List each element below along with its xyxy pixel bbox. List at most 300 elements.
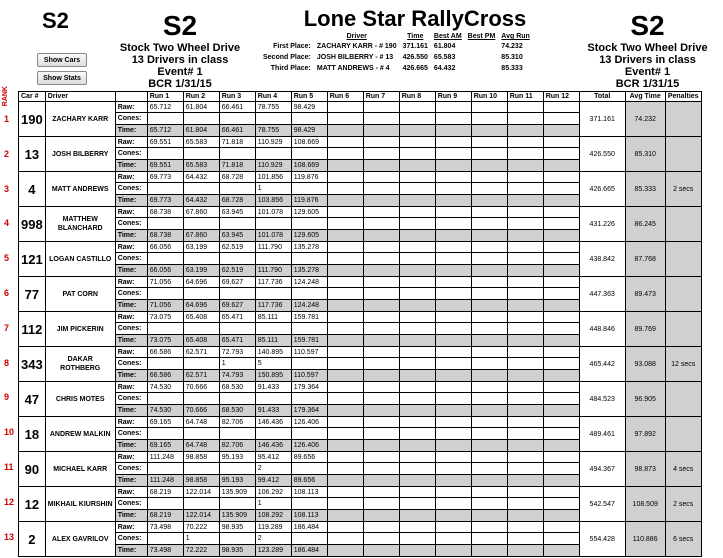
run-cell: [507, 533, 543, 545]
run-cell: [471, 475, 507, 487]
run-cell: [435, 288, 471, 300]
run-cell: [363, 137, 399, 148]
row-label: Cones:: [115, 358, 147, 370]
place-label: First Place:: [273, 43, 311, 50]
car-number: 343: [19, 347, 46, 382]
run-cell: [291, 148, 327, 160]
places-summary: [260, 32, 533, 74]
run-cell: [327, 487, 363, 498]
run-cell: [327, 277, 363, 288]
run-cell: 72.793: [219, 347, 255, 358]
class-big-title-right: S2: [630, 10, 665, 41]
run-cell: [219, 288, 255, 300]
run-cell: [435, 382, 471, 393]
run-cell: [363, 405, 399, 417]
run-cell: [435, 533, 471, 545]
total-time: 371.161: [579, 102, 625, 137]
run-cell: 68.738: [147, 207, 183, 218]
run-cell: [363, 510, 399, 522]
run-cell: 68.219: [147, 487, 183, 498]
run-cell: [471, 347, 507, 358]
run-cell: [183, 498, 219, 510]
column-header: Run 10: [471, 92, 507, 102]
run-cell: [327, 440, 363, 452]
penalties: [665, 207, 701, 242]
run-cell: [399, 335, 435, 347]
run-cell: [543, 265, 579, 277]
run-cell: 65.408: [183, 312, 219, 323]
place-row: [260, 41, 533, 52]
table-row: [19, 452, 702, 463]
run-cell: 110.929: [255, 137, 291, 148]
row-label: Cones:: [115, 463, 147, 475]
row-label: Cones:: [115, 323, 147, 335]
car-number: 190: [19, 102, 46, 137]
run-cell: [327, 125, 363, 137]
run-cell: [435, 393, 471, 405]
run-cell: [471, 417, 507, 428]
row-label: Raw:: [115, 452, 147, 463]
run-cell: [507, 148, 543, 160]
run-cell: [435, 335, 471, 347]
run-cell: [435, 312, 471, 323]
run-cell: [399, 183, 435, 195]
run-cell: [543, 277, 579, 288]
run-cell: [507, 230, 543, 242]
penalties: [665, 242, 701, 277]
run-cell: [219, 218, 255, 230]
row-label: Time:: [115, 265, 147, 277]
run-cell: [147, 533, 183, 545]
run-cell: 74.530: [147, 405, 183, 417]
run-cell: [363, 148, 399, 160]
run-cell: [435, 218, 471, 230]
run-cell: 2: [255, 533, 291, 545]
place-best-am: 64.432: [433, 65, 456, 72]
run-cell: [543, 253, 579, 265]
run-cell: 146.436: [255, 440, 291, 452]
rank-number: 3: [4, 183, 10, 194]
run-cell: 70.222: [183, 522, 219, 533]
run-cell: [507, 335, 543, 347]
run-cell: [543, 335, 579, 347]
run-cell: 126.406: [291, 417, 327, 428]
run-cell: [435, 440, 471, 452]
run-cell: [543, 113, 579, 125]
run-cell: 65.712: [147, 102, 183, 113]
run-cell: [255, 428, 291, 440]
run-cell: [399, 160, 435, 172]
run-cell: [435, 370, 471, 382]
column-header: Run 1: [147, 92, 183, 102]
place-label: Second Place:: [263, 54, 311, 61]
run-cell: [507, 265, 543, 277]
run-cell: [399, 452, 435, 463]
run-cell: 129.605: [291, 230, 327, 242]
run-cell: [471, 195, 507, 207]
run-cell: [471, 125, 507, 137]
run-cell: [147, 358, 183, 370]
run-cell: [255, 148, 291, 160]
run-cell: [399, 323, 435, 335]
run-cell: [507, 323, 543, 335]
run-cell: 69.165: [147, 417, 183, 428]
row-label: Time:: [115, 370, 147, 382]
run-cell: 98.858: [183, 475, 219, 487]
run-cell: [399, 440, 435, 452]
run-cell: 71.818: [219, 137, 255, 148]
run-cell: 111.248: [147, 475, 183, 487]
run-cell: 71.056: [147, 300, 183, 312]
run-cell: 74.530: [147, 382, 183, 393]
avg-time: 86.245: [625, 207, 665, 242]
run-cell: [435, 265, 471, 277]
run-cell: [183, 218, 219, 230]
run-cell: 72.222: [183, 545, 219, 557]
run-cell: [363, 183, 399, 195]
run-cell: 64.432: [183, 195, 219, 207]
run-cell: [507, 510, 543, 522]
run-cell: [291, 113, 327, 125]
run-cell: [543, 288, 579, 300]
run-cell: [399, 218, 435, 230]
run-cell: [507, 125, 543, 137]
driver-name: JOSH BILBERRY: [45, 137, 115, 172]
run-cell: 73.075: [147, 312, 183, 323]
run-cell: [507, 312, 543, 323]
run-cell: 159.781: [291, 335, 327, 347]
run-cell: [435, 102, 471, 113]
run-cell: 63.199: [183, 265, 219, 277]
run-cell: [363, 242, 399, 253]
row-label: Time:: [115, 510, 147, 522]
run-cell: [435, 183, 471, 195]
run-cell: [471, 148, 507, 160]
run-cell: 78.755: [255, 102, 291, 113]
run-cell: [183, 463, 219, 475]
run-cell: [147, 498, 183, 510]
run-cell: [435, 487, 471, 498]
run-cell: [543, 440, 579, 452]
run-cell: [507, 102, 543, 113]
results-table: [18, 91, 702, 557]
run-cell: 68.530: [219, 382, 255, 393]
column-header: Run 5: [291, 92, 327, 102]
run-cell: [471, 463, 507, 475]
run-cell: 68.738: [147, 230, 183, 242]
avg-time: 96.905: [625, 382, 665, 417]
run-cell: [471, 288, 507, 300]
run-cell: [471, 428, 507, 440]
run-cell: [363, 370, 399, 382]
place-row: [260, 63, 533, 74]
run-cell: 117.736: [255, 300, 291, 312]
driver-name: MATT ANDREWS: [45, 172, 115, 207]
run-cell: 69.627: [219, 300, 255, 312]
run-cell: [327, 463, 363, 475]
run-cell: 129.605: [291, 207, 327, 218]
run-cell: 69.551: [147, 137, 183, 148]
run-cell: [399, 253, 435, 265]
rank-number: 7: [4, 322, 10, 333]
run-cell: [399, 417, 435, 428]
run-cell: [507, 172, 543, 183]
run-cell: [327, 137, 363, 148]
run-cell: [147, 253, 183, 265]
run-cell: 98.858: [183, 452, 219, 463]
run-cell: [327, 265, 363, 277]
run-cell: [219, 183, 255, 195]
run-cell: [363, 195, 399, 207]
penalties: [665, 137, 701, 172]
run-cell: [363, 323, 399, 335]
run-cell: 85.111: [255, 312, 291, 323]
row-label: Time:: [115, 230, 147, 242]
run-cell: [507, 382, 543, 393]
run-cell: 108.669: [291, 137, 327, 148]
run-cell: [543, 510, 579, 522]
run-cell: [291, 463, 327, 475]
run-cell: [399, 498, 435, 510]
event-number: Event# 1: [624, 66, 671, 78]
run-cell: [471, 242, 507, 253]
run-cell: [327, 393, 363, 405]
run-cell: 65.471: [219, 312, 255, 323]
penalties: 6 secs: [665, 522, 701, 557]
run-cell: [363, 265, 399, 277]
run-cell: [543, 242, 579, 253]
run-cell: [363, 440, 399, 452]
table-row: [19, 102, 702, 113]
run-cell: [363, 113, 399, 125]
run-cell: 65.408: [183, 335, 219, 347]
run-cell: [507, 487, 543, 498]
run-cell: 111.790: [255, 242, 291, 253]
run-cell: [147, 393, 183, 405]
run-cell: [543, 195, 579, 207]
run-cell: [363, 125, 399, 137]
run-cell: 117.736: [255, 277, 291, 288]
run-cell: [399, 522, 435, 533]
show-cars-button[interactable]: Show Cars: [37, 53, 87, 67]
run-cell: 82.706: [219, 440, 255, 452]
run-cell: [435, 300, 471, 312]
column-header: [115, 92, 147, 102]
run-cell: [435, 428, 471, 440]
run-cell: 69.627: [219, 277, 255, 288]
run-cell: [507, 417, 543, 428]
run-cell: 123.289: [255, 545, 291, 557]
run-cell: [219, 253, 255, 265]
run-cell: [435, 172, 471, 183]
run-cell: [147, 218, 183, 230]
rank-number: 5: [4, 253, 10, 264]
row-label: Raw:: [115, 172, 147, 183]
run-cell: [435, 510, 471, 522]
run-cell: [471, 277, 507, 288]
run-cell: [435, 277, 471, 288]
run-cell: 66.586: [147, 370, 183, 382]
run-cell: [291, 323, 327, 335]
run-cell: 85.111: [255, 335, 291, 347]
run-cell: 110.597: [291, 347, 327, 358]
column-header: Penalties: [665, 92, 701, 102]
row-label: Cones:: [115, 148, 147, 160]
rank-number: 10: [4, 427, 15, 438]
run-cell: 179.364: [291, 405, 327, 417]
run-cell: [471, 370, 507, 382]
run-cell: [183, 358, 219, 370]
run-cell: [507, 405, 543, 417]
event-date: BCR 1/31/15: [148, 78, 212, 90]
place-time: 371.161: [402, 43, 428, 50]
run-cell: [507, 393, 543, 405]
run-cell: [507, 218, 543, 230]
run-cell: [327, 475, 363, 487]
row-label: Time:: [115, 195, 147, 207]
run-cell: 122.014: [183, 487, 219, 498]
run-cell: 68.728: [219, 195, 255, 207]
run-cell: [363, 533, 399, 545]
run-cell: [543, 417, 579, 428]
run-cell: [435, 113, 471, 125]
run-cell: [183, 288, 219, 300]
run-cell: [435, 417, 471, 428]
run-cell: 65.583: [183, 160, 219, 172]
driver-name: LOGAN CASTILLO: [45, 242, 115, 277]
run-cell: [399, 370, 435, 382]
run-cell: 101.856: [255, 172, 291, 183]
table-row: [19, 522, 702, 533]
run-cell: [399, 487, 435, 498]
run-cell: 73.075: [147, 335, 183, 347]
run-cell: 69.773: [147, 172, 183, 183]
row-label: Raw:: [115, 102, 147, 113]
run-cell: [435, 148, 471, 160]
car-number: 90: [19, 452, 46, 487]
run-cell: [507, 440, 543, 452]
event-title: Lone Star RallyCross: [303, 6, 527, 31]
place-best-pm: [465, 41, 499, 52]
run-cell: [327, 545, 363, 557]
penalties: [665, 102, 701, 137]
run-cell: [507, 160, 543, 172]
run-cell: [327, 148, 363, 160]
row-label: Cones:: [115, 428, 147, 440]
class-info: [105, 42, 255, 90]
run-cell: [471, 545, 507, 557]
show-stats-button[interactable]: Show Stats: [37, 71, 87, 85]
row-label: Cones:: [115, 113, 147, 125]
run-cell: [399, 207, 435, 218]
run-cell: 63.945: [219, 207, 255, 218]
run-cell: [363, 452, 399, 463]
run-cell: [507, 253, 543, 265]
run-cell: [471, 312, 507, 323]
run-cell: [183, 113, 219, 125]
row-label: Time:: [115, 335, 147, 347]
run-cell: 65.583: [183, 137, 219, 148]
run-cell: [471, 498, 507, 510]
place-best-am: 65.583: [433, 54, 456, 61]
avg-time: 85.333: [625, 172, 665, 207]
run-cell: 111.248: [147, 452, 183, 463]
run-cell: [363, 522, 399, 533]
run-cell: [471, 113, 507, 125]
penalties: [665, 382, 701, 417]
run-cell: [507, 207, 543, 218]
run-cell: [399, 382, 435, 393]
run-cell: [327, 358, 363, 370]
driver-name: PAT CORN: [45, 277, 115, 312]
run-cell: [291, 218, 327, 230]
run-cell: [291, 393, 327, 405]
row-label: Time:: [115, 300, 147, 312]
run-cell: [435, 347, 471, 358]
run-cell: 73.498: [147, 545, 183, 557]
rank-number: 13: [4, 531, 15, 542]
run-cell: [507, 347, 543, 358]
run-cell: [327, 370, 363, 382]
run-cell: [507, 113, 543, 125]
run-cell: [399, 137, 435, 148]
car-number: 4: [19, 172, 46, 207]
avg-time: 87.768: [625, 242, 665, 277]
run-cell: [471, 393, 507, 405]
run-cell: 108.292: [255, 510, 291, 522]
run-cell: [399, 172, 435, 183]
run-cell: [327, 347, 363, 358]
run-cell: [471, 218, 507, 230]
driver-name: ALEX GAVRILOV: [45, 522, 115, 557]
run-cell: [363, 207, 399, 218]
run-cell: [435, 137, 471, 148]
run-cell: [327, 417, 363, 428]
place-driver: JOSH BILBERRY - # 13: [316, 54, 394, 61]
run-cell: 135.909: [219, 510, 255, 522]
places-header-driver: Driver: [346, 33, 367, 40]
row-label: Time:: [115, 440, 147, 452]
run-cell: [543, 125, 579, 137]
run-cell: [327, 405, 363, 417]
run-cell: 71.056: [147, 277, 183, 288]
run-cell: 186.484: [291, 545, 327, 557]
run-cell: [507, 277, 543, 288]
run-cell: 65.471: [219, 335, 255, 347]
run-cell: [471, 358, 507, 370]
run-cell: 89.656: [291, 475, 327, 487]
run-cell: [291, 288, 327, 300]
run-cell: 73.498: [147, 522, 183, 533]
driver-name: ANDREW MALKIN: [45, 417, 115, 452]
run-cell: [399, 510, 435, 522]
run-cell: 70.666: [183, 382, 219, 393]
penalties: 12 secs: [665, 347, 701, 382]
run-cell: [255, 253, 291, 265]
run-cell: 108.113: [291, 487, 327, 498]
row-label: Raw:: [115, 312, 147, 323]
run-cell: [291, 253, 327, 265]
run-cell: [543, 382, 579, 393]
row-label: Raw:: [115, 382, 147, 393]
run-cell: 135.278: [291, 265, 327, 277]
car-number: 2: [19, 522, 46, 557]
run-cell: 135.278: [291, 242, 327, 253]
row-label: Cones:: [115, 393, 147, 405]
run-cell: 62.519: [219, 242, 255, 253]
run-cell: [327, 183, 363, 195]
run-cell: [543, 323, 579, 335]
